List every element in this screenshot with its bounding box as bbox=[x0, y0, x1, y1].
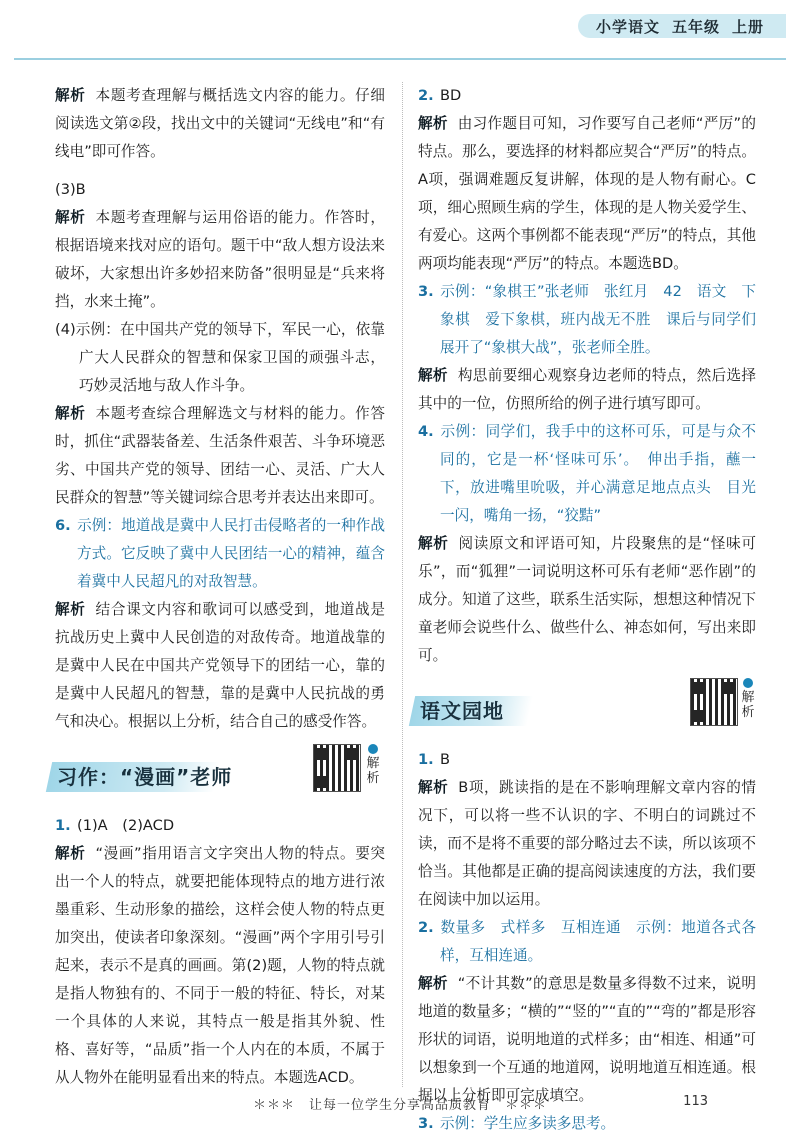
analysis-label: 解析 bbox=[418, 779, 449, 796]
column-divider bbox=[402, 82, 403, 1087]
section-title: 语文园地 bbox=[420, 699, 504, 723]
book-info-bar bbox=[578, 14, 786, 38]
analysis-label: 解析 bbox=[418, 367, 448, 384]
question-answer: 2. BD bbox=[418, 82, 756, 110]
volume-label: 上册 bbox=[731, 17, 764, 36]
analysis-label: 解析 bbox=[55, 601, 86, 618]
play-icon bbox=[743, 678, 753, 688]
right-column bbox=[418, 82, 756, 1138]
question-number: 1. bbox=[418, 751, 434, 768]
analysis-label: 解析 bbox=[418, 535, 449, 552]
analysis-block: 解析 “漫画”指用语言文字突出人物的特点。要突出一个人的特点，就要把能体现特点的地方进行浓墨重彩、生动形象的描绘，这样会使人物的特点更加突出，使读者印象深刻。“漫画”两个字用引号引起来，表示不是真的画画。第(2)题，人物的特点就是指人物独有的、不同于一般的特征、特长，对某一个具体的人来说，其特点一般是指其外貌、性格、喜好等，“品质”指一个人内在的本质，不属于从人物外在能明显看出来的特点。本题选ACD。 bbox=[55, 845, 385, 1086]
question-number: 2. bbox=[418, 87, 434, 104]
analysis-block: 解析 结合课文内容和歌词可以感受到，地道战是抗战历史上冀中人民创造的对敌传奇。地道战靠的是冀中人民在中国共产党领导下的团结一心，靠的是冀中人民超凡的智慧，靠的是冀中人民抗战的勇气和决心。根据以上分析，结合自己的感受作答。 bbox=[55, 601, 385, 730]
analysis-label: 解析 bbox=[55, 209, 86, 226]
grade-label: 五年级 bbox=[671, 17, 720, 36]
analysis-block: 解析 构思前要细心观察身边老师的特点，然后选择其中的一位，仿照所给的例子进行填写即可。 bbox=[418, 367, 756, 412]
qr-code-icon[interactable] bbox=[313, 744, 361, 792]
question-answer: 3. 示例：学生应多读多思考。 bbox=[418, 1110, 756, 1138]
analysis-label: 解析 bbox=[418, 975, 448, 992]
play-icon bbox=[368, 744, 378, 754]
question-answer: 2. 数量多 式样多 互相连通 示例：地道各式各样，互相连通。 bbox=[418, 914, 756, 970]
question-answer: 1. (1)A (2)ACD bbox=[55, 812, 385, 840]
analysis-label: 解析 bbox=[55, 87, 86, 104]
question-number: 6. bbox=[55, 517, 71, 534]
question-answer: 6. 示例：地道战是冀中人民打击侵略者的一种作战方式。它反映了冀中人民团结一心的精神，蕴含着冀中人民超凡的对敌智慧。 bbox=[55, 512, 385, 596]
question-answer: 4. 示例：同学们，我手中的这杯可乐，可是与众不同的，它是一杯‘怪味可乐’。 伸出手指，蘸一下，放进嘴里吮吸，并心满意足地点点头 目光一闪，嘴角一扬，“狡黠” bbox=[418, 418, 756, 530]
page-footer bbox=[0, 1094, 800, 1118]
question-number: 4. bbox=[418, 423, 434, 440]
qr-caption: 解析 bbox=[740, 678, 756, 720]
header-rule bbox=[14, 58, 786, 60]
analysis-block: 解析 由习作题目可知，习作要写自己老师“严厉”的特点。那么，要选择的材料都应契合“严厉”的特点。A项，强调难题反复讲解，体现的是人物有耐心。C项，细心照顾生病的学生，体现的是人物关爱学生、有爱心。这两个事例都不能表现“严厉”的特点，其他两项均能表现“严厉”的特点。本题选BD。 bbox=[418, 115, 756, 272]
qr-code-icon[interactable] bbox=[690, 678, 738, 726]
analysis-block: 解析 本题考查理解与运用俗语的能力。作答时，根据语境来找对应的语句。题干中“敌人想方设法来破坏，大家想出许多妙招来防备”很明显是“兵来将挡，水来土掩”。 bbox=[55, 209, 385, 310]
left-column bbox=[55, 82, 385, 1092]
section-header bbox=[418, 678, 756, 742]
analysis-block: 解析 阅读原文和评语可知，片段聚焦的是“怪味可乐”，而“狐狸”一词说明这杯可乐有老师“恶作剧”的成分。知道了这些，联系生活实际，想想这种情况下童老师会说些什么、做些什么、神态如何，写出来即可。 bbox=[418, 535, 756, 664]
analysis-block: 解析 本题考查综合理解选文与材料的能力。作答时，抓住“武器装备差、生活条件艰苦、斗争环境恶劣、中国共产党的领导、团结一心、灵活、广大人民群众的智慧”等关键词综合思考并表达出来即可。 bbox=[55, 405, 385, 506]
question-number: 3. bbox=[418, 1115, 434, 1132]
page-number: 113 bbox=[683, 1094, 708, 1109]
answer-line: (3)B bbox=[55, 181, 86, 198]
answer-line: (4)示例：在中国共产党的领导下，军民一心，依靠广大人民群众的智慧和保家卫国的顽强斗志，巧妙灵活地与敌人作斗争。 bbox=[55, 321, 385, 394]
analysis-label: 解析 bbox=[418, 115, 448, 132]
analysis-block: 解析 本题考查理解与概括选文内容的能力。仔细阅读选文第②段，找出文中的关键词“无线电”和“有线电”即可作答。 bbox=[55, 87, 385, 160]
section-header bbox=[55, 744, 385, 808]
question-answer: 3. 示例：“象棋王”张老师 张红月 42 语文 下象棋 爱下象棋，班内战无不胜 课后与同学们展开了“象棋大战”，张老师全胜。 bbox=[418, 278, 756, 362]
qr-caption: 解析 bbox=[365, 744, 381, 786]
question-number: 3. bbox=[418, 283, 434, 300]
analysis-label: 解析 bbox=[55, 845, 86, 862]
footer-slogan: ＊＊＊ 让每一位学生分享高品质教育 ＊＊＊ bbox=[252, 1098, 547, 1113]
question-number: 1. bbox=[55, 817, 71, 834]
page-header bbox=[0, 0, 800, 62]
question-number: 2. bbox=[418, 919, 434, 936]
analysis-block: 解析 “不计其数”的意思是数量多得数不过来，说明地道的数量多；“横的”“竖的”“直的”“弯的”都是形容形状的词语，说明地道的式样多；由“相连、相通”可以想象到一个互通的地道网，说明地道互相连通。根据以上分析即可完成填空。 bbox=[418, 975, 756, 1104]
section-title: 习作：“漫画”老师 bbox=[57, 765, 233, 789]
question-answer: 1. B bbox=[418, 746, 756, 774]
subject-label: 小学语文 bbox=[595, 17, 660, 36]
analysis-block: 解析 B项，跳读指的是在不影响理解文章内容的情况下，可以将一些不认识的字、不明白的词跳过不读，而不是将不重要的部分略过去不读，所以该项不恰当。其他都是正确的提高阅读速度的方法，我们要在阅读中加以运用。 bbox=[418, 779, 756, 908]
analysis-label: 解析 bbox=[55, 405, 86, 422]
